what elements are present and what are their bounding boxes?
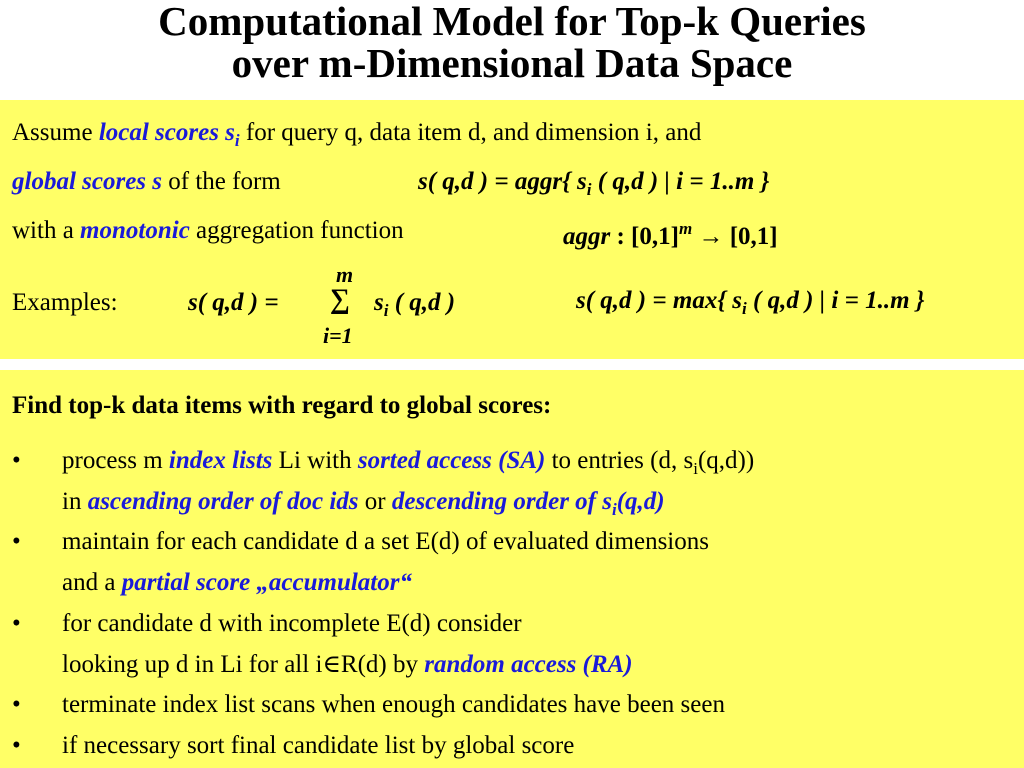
bullet-3-line-1: for candidate d with incomplete E(d) consider	[62, 610, 522, 637]
examples-label: Examples:	[12, 289, 118, 316]
bullet-1-line-1: process m index lists Li with sorted access (SA) to entries (d, $s_i(q,d)$)	[62, 447, 755, 478]
bullet-5: •	[12, 732, 21, 759]
descending-order-term: descending order of $s_i(q,d)$	[391, 488, 665, 519]
sum-upper-bound: m	[336, 262, 354, 287]
bullet-4: •	[12, 691, 21, 718]
global-score-formula: s( q,d ) = aggr{ $s_i$ ( q,d ) | i = 1..m }	[418, 168, 770, 199]
bullet-2-line-2: and a partial score „accumulator“	[62, 569, 412, 596]
bullet-1: •	[12, 447, 21, 474]
bullet-5-line-1: if necessary sort final candidate list by global score	[62, 732, 575, 759]
global-scores-term: global scores s	[12, 168, 162, 195]
bullet-3: •	[12, 610, 21, 637]
index-lists-term: index lists	[168, 447, 273, 474]
monotonic-term: monotonic	[80, 217, 190, 244]
bullet-2: •	[12, 528, 21, 555]
bullet-3-line-2: looking up d in Li for all i∈R(d) by random access (RA)	[62, 651, 633, 678]
bullet-4-line-1: terminate index list scans when enough candidates have been seen	[62, 691, 725, 718]
sum-term: $s_i$ ( q,d )	[374, 289, 456, 320]
slide-title	[0, 0, 1024, 84]
sigma-symbol: ∑	[330, 284, 350, 315]
bullet-2-line-1: maintain for each candidate d a set E(d) of evaluated dimensions	[62, 528, 709, 555]
max-formula: s( q,d ) = max{ $s_i$ ( q,d ) | i = 1..m }	[576, 287, 925, 318]
algorithm-heading: Find top-k data items with regard to global scores:	[12, 392, 552, 419]
monotonic-line: with a monotonic aggregation function	[12, 217, 404, 244]
algorithm-box	[0, 370, 1024, 768]
partial-score-term: partial score „accumulator“	[121, 569, 412, 596]
sum-formula-lhs: s( q,d ) =	[188, 289, 279, 316]
sum-lower-bound: i=1	[323, 323, 353, 348]
sorted-access-term: sorted access (SA)	[357, 447, 546, 474]
title-line-1: Computational Model for Top-k Queries	[158, 0, 866, 44]
title-line-2: over m-Dimensional Data Space	[231, 40, 793, 86]
local-scores-term: local scores $s_i$	[98, 119, 240, 150]
ascending-order-term: ascending order of doc ids	[87, 488, 359, 515]
aggregation-function-formula: aggr : $[0,1]^m \to [0,1]$	[563, 219, 778, 250]
model-definition-box	[0, 100, 1024, 359]
local-scores-line: Assume local scores $s_i$ for query q, data item d, and dimension i, and	[12, 119, 702, 150]
global-scores-line: global scores s of the form	[12, 168, 281, 195]
bullet-1-line-2: in ascending order of doc ids or descending order of $s_i(q,d)$	[62, 488, 665, 519]
random-access-term: random access (RA)	[424, 651, 633, 678]
